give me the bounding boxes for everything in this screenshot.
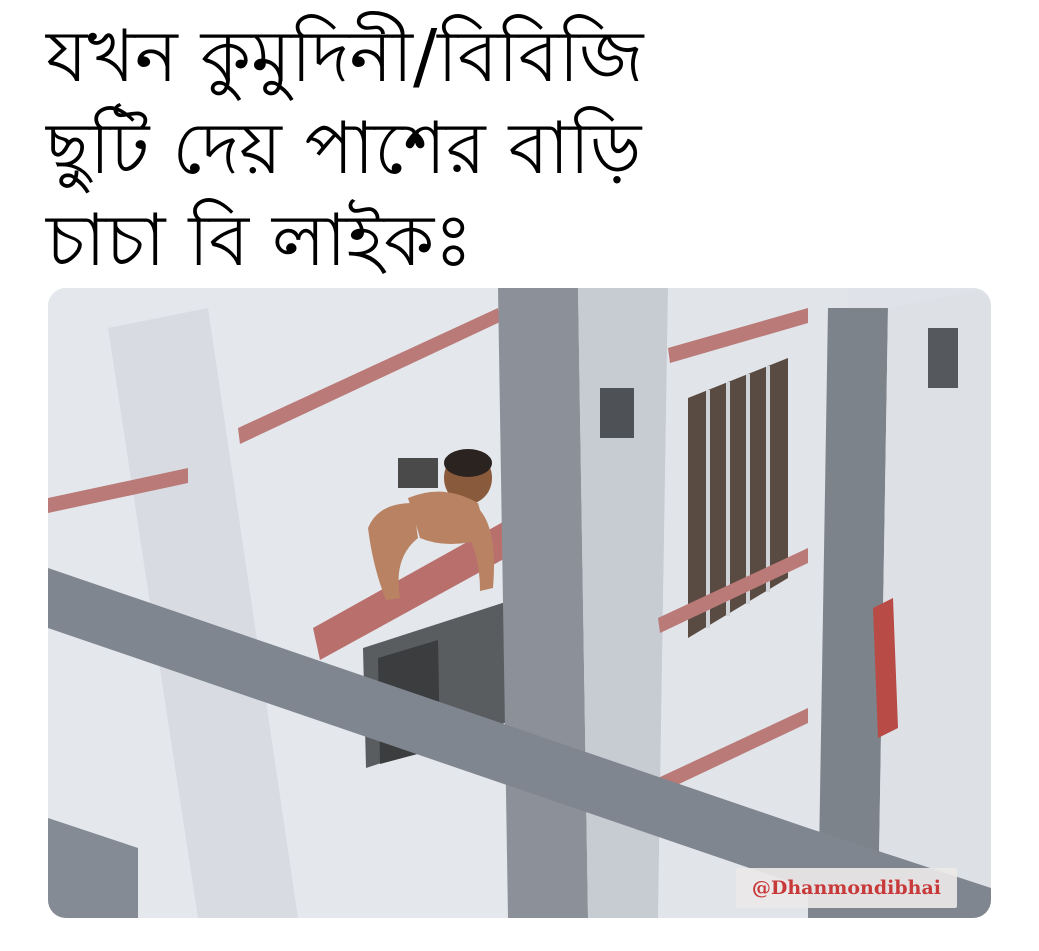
meme-caption [46, 10, 1006, 286]
watermark: @Dhanmondibhai [736, 868, 957, 908]
caption-line-1: যখন কুমুদিনী/বিবিজি [46, 14, 644, 98]
far-window [928, 328, 958, 388]
pillar [498, 288, 588, 918]
caption-line-3: চাচা বি লাইকঃ [46, 198, 473, 282]
boy-hair [444, 449, 492, 477]
building-scene [48, 288, 991, 918]
meme-photo [48, 288, 991, 918]
small-vent [398, 458, 438, 488]
pillar-vent [600, 388, 634, 438]
caption-line-2: ছুটি দেয় পাশের বাড়ি [46, 106, 642, 190]
